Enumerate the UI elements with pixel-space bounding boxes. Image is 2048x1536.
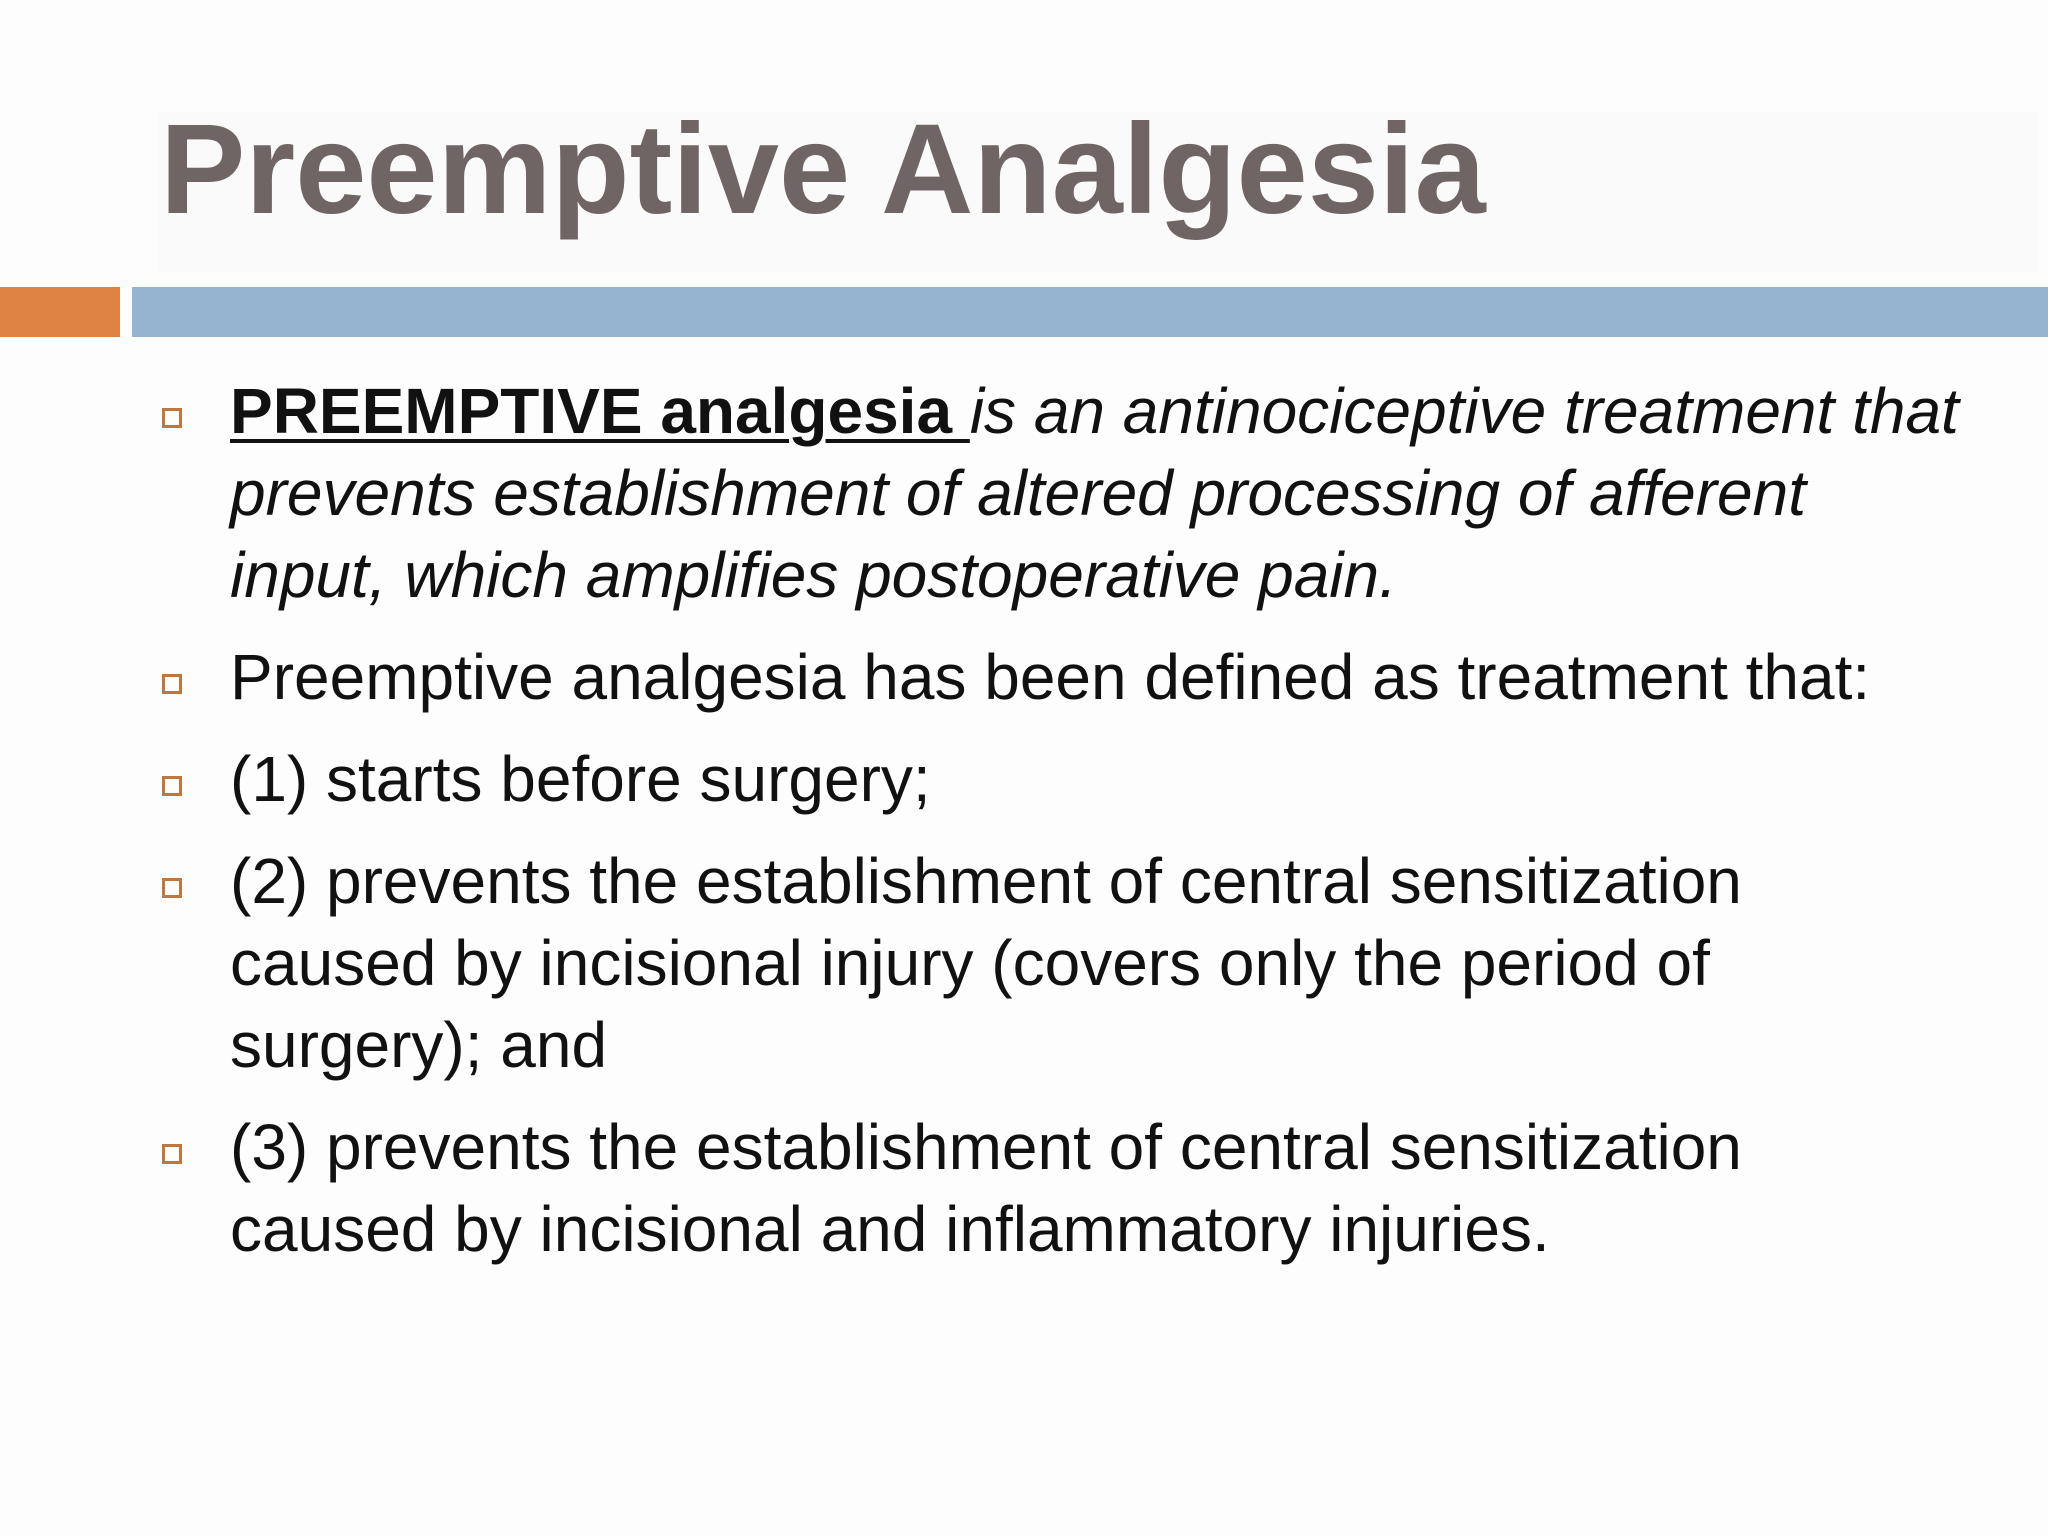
- bullet-text: (2) prevents the establishment of central sensitization caused by incisional injury (covers only the period of surgery); and: [230, 845, 1742, 1081]
- square-bullet-icon: [162, 1144, 182, 1164]
- bullet-item-definition: [160, 370, 1960, 616]
- bullet-text: Preemptive analgesia has been defined as treatment that:: [230, 641, 1871, 713]
- definition-term: PREEMPTIVE analgesia: [230, 375, 970, 447]
- square-bullet-icon: [162, 878, 182, 898]
- bullet-text: (1) starts before surgery;: [230, 743, 931, 815]
- square-bullet-icon: [162, 674, 182, 694]
- bullet-list: [160, 370, 1960, 1290]
- definition-text: is an antinociceptive treatment that prevents establishment of altered processing of afferent input, which amplifies postoperative pain.: [230, 375, 1959, 611]
- bullet-item-defined-as: [160, 636, 1960, 718]
- bullet-text: (3) prevents the establishment of central sensitization caused by incisional and inflammatory injuries.: [230, 1111, 1742, 1265]
- bullet-item-1: [160, 738, 1960, 820]
- accent-bar-blue: [132, 287, 2048, 337]
- accent-bar-orange: [0, 287, 120, 337]
- square-bullet-icon: [162, 776, 182, 796]
- slide-title: Preemptive Analgesia: [160, 98, 1486, 241]
- bullet-item-2: [160, 840, 1960, 1086]
- square-bullet-icon: [162, 408, 182, 428]
- bullet-item-3: [160, 1106, 1960, 1270]
